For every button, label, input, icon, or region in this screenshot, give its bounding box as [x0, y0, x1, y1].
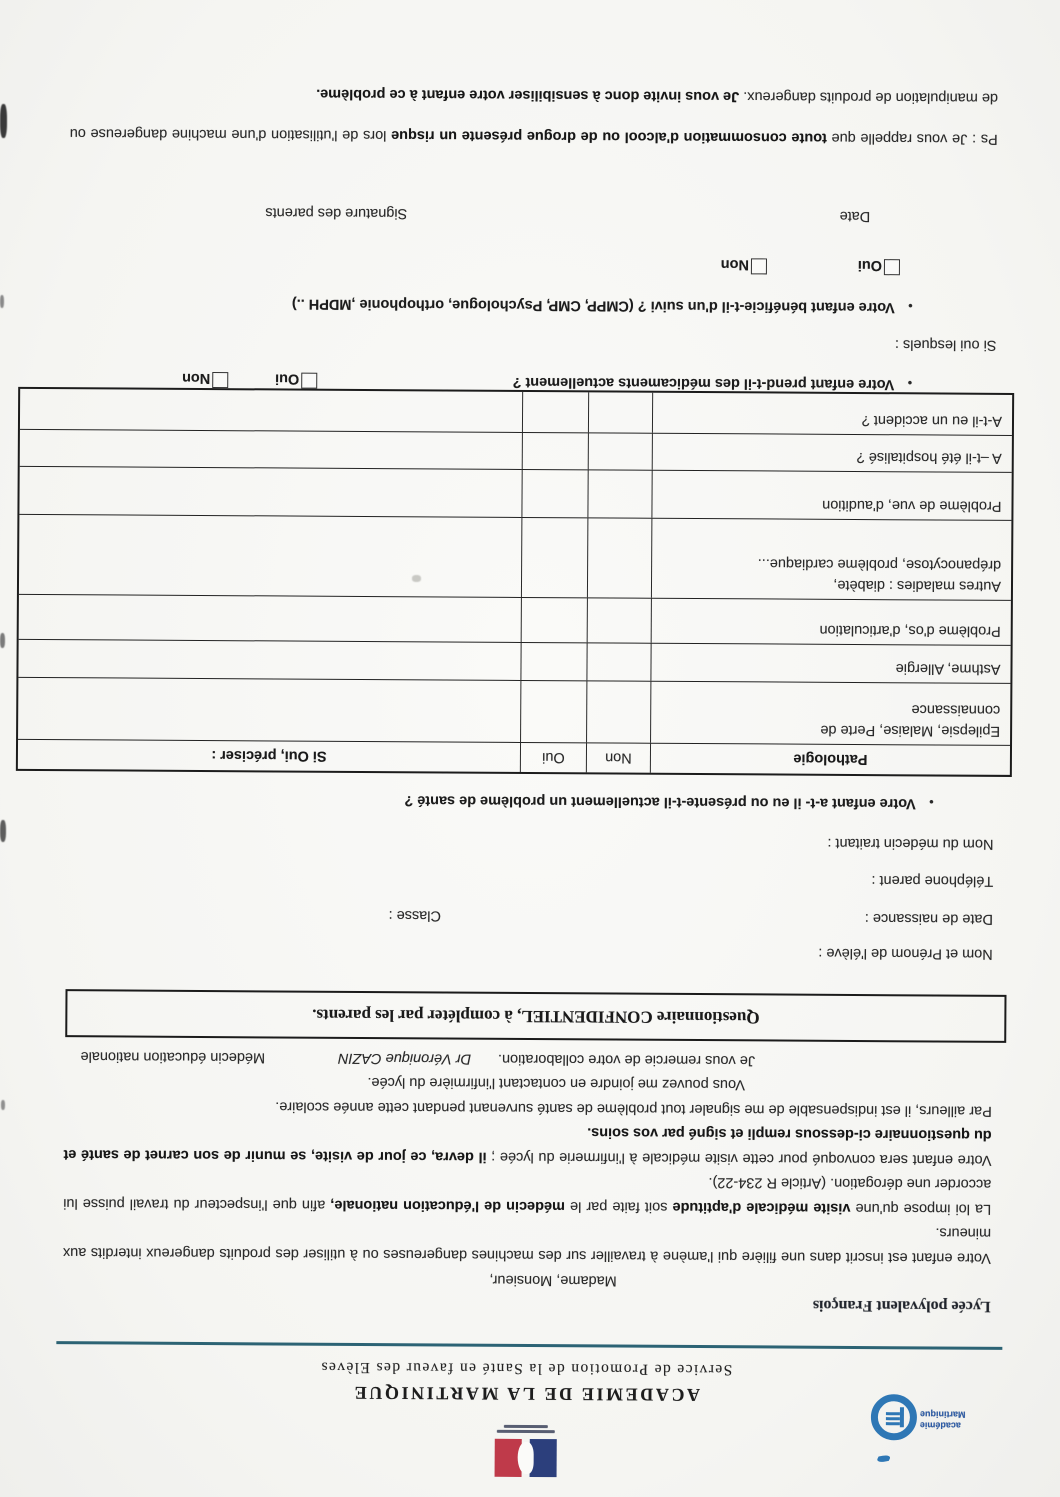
which-medication-label: Si oui lesquels :: [894, 336, 997, 353]
cell-preciser: [19, 594, 521, 642]
header-rule: [56, 1341, 1002, 1350]
followup-question: Votre enfant bénéficie-t-il d'un suivi ? (CMPP, CMP, Psychologue, orthophonie ,MDPH ..): [291, 295, 895, 316]
table-header-pathologie: Pathologie: [650, 743, 1010, 775]
class-label: Classe :: [388, 907, 442, 924]
followup-non-checkbox[interactable]: [751, 258, 767, 274]
marianne-silhouette: [518, 1442, 534, 1474]
student-name-label: Nom et Prénom de l'élève :: [818, 944, 993, 962]
followup-oui-checkbox[interactable]: [884, 259, 900, 275]
cell-oui: [521, 517, 587, 597]
cell-oui: [522, 392, 588, 432]
salutation: Madame, Monsieur,: [489, 1271, 617, 1289]
cell-non: [587, 597, 651, 642]
table-header-oui: Oui: [520, 742, 586, 772]
paragraph-law: La loi impose qu'une visite médicale d'aptitude soit faite par le médecin de l'éducation nationale, afin que l'inspecteur du travail puisse lui accorder une dérogation. (Article R 234-22).: [63, 1174, 992, 1217]
cell-oui: [521, 469, 587, 517]
cell-non: [586, 680, 650, 742]
row-label-accident: A-t-il eu un accident ?: [652, 393, 1012, 435]
academy-logo-line1: académie: [919, 1420, 961, 1431]
scan-spot: [412, 575, 421, 582]
row-label-os: Problème d'os, d'articulation: [651, 598, 1011, 645]
scan-edge-smudge: [1, 1100, 5, 1110]
doctor-name: Dr Véronique CAZIN: [338, 1049, 472, 1067]
cell-oui: [521, 597, 587, 642]
bullet-icon: •: [929, 794, 934, 810]
page-subtitle: Service de Promotion de la Santé en faveur des Elèves: [320, 1358, 733, 1379]
table-header-non: Non: [586, 742, 650, 772]
paragraph-signal: Par ailleurs, il est indispensable de me signaler tout problème de santé survenant pendant cette année scolaire.: [275, 1098, 992, 1119]
confidential-banner: Questionnaire CONFIDENTIEL, à compléter par les parents.: [65, 989, 1006, 1043]
medication-oui-option: Oui: [275, 370, 317, 388]
row-label-hospitalise: A –t-il été hospitalisé ?: [652, 433, 1012, 472]
pathology-table: [16, 387, 1014, 777]
cell-preciser: [20, 429, 522, 469]
scan-edge-smudge: [0, 633, 5, 648]
parent-phone-label: Téléphone parent :: [871, 872, 994, 889]
scan-edge-smudge: [0, 820, 6, 842]
cell-preciser: [19, 514, 521, 597]
academy-logo-text: [920, 1408, 980, 1430]
cell-non: [587, 469, 651, 517]
cell-non: [588, 432, 652, 469]
bullet-icon: •: [908, 298, 913, 314]
doctor-title: Médecin éducation nationale: [80, 1048, 266, 1066]
paragraph-intro: Votre enfant est inscrit dans une filière qui l'amène à travailler sur des machines dangereuses ou à utiliser des produits dangereux interdits aux mineurs.: [62, 1224, 992, 1266]
row-label-vue: Problème de vue, d'audition: [651, 470, 1011, 520]
ps-note: Ps : Je vous rappelle que toute consommation d'alcool ou de drogue présente un risque lors de l'utilisation d'une machine dangereuse ou de manipulation de produits dangereux. Je vous invite donc à sensibiliser votre enfant à ce problème.: [69, 85, 999, 147]
cell-oui: [522, 432, 588, 469]
medication-question: Votre enfant prend-t-il des médicaments actuellement ?: [512, 373, 895, 393]
family-doctor-label: Nom du médecin traitant :: [827, 834, 994, 852]
followup-oui-option: Oui: [858, 257, 900, 275]
cell-oui: [520, 680, 586, 742]
row-label-autres: Autres maladies : diabète, drépanocytose, problème cardiaque...: [651, 518, 1011, 600]
bullet-icon: •: [907, 375, 913, 391]
letter-body: [63, 1043, 992, 1270]
medication-non-checkbox[interactable]: [212, 372, 228, 388]
cell-preciser: [18, 639, 520, 680]
medication-non-option: Non: [182, 370, 228, 388]
republic-logo-caption: [491, 1423, 561, 1435]
academy-logo-line2: Martinique: [919, 1409, 966, 1420]
cell-preciser: [18, 677, 520, 742]
cell-non: [586, 642, 650, 680]
row-label-epilepsie: Epilepsie, Malaise, Perte de connaissance: [650, 681, 1010, 745]
health-problem-question: Votre enfant a-t- il eu ou présente-t-il actuellement un problème de santé ?: [404, 792, 916, 812]
medication-oui-checkbox[interactable]: [301, 373, 317, 389]
cell-non: [588, 392, 652, 432]
academy-bird-mark-icon: [875, 1454, 892, 1463]
cell-preciser: [20, 389, 522, 432]
scan-edge-smudge: [0, 104, 7, 138]
page-title: ACADEMIE DE LA MARTINIQUE: [352, 1382, 701, 1406]
table-header-preciser: Si Oui, préciser :: [18, 739, 520, 772]
birthdate-label: Date de naissance :: [864, 910, 994, 927]
cell-preciser: [19, 466, 521, 517]
signature-label: Signature des parents: [265, 204, 408, 222]
cell-non: [587, 517, 651, 597]
followup-non-option: Non: [721, 256, 767, 274]
date-label: Date: [839, 207, 871, 225]
french-republic-logo: [495, 1439, 557, 1477]
row-label-asthme: Asthme, Allergie: [650, 643, 1010, 683]
paragraph-contact: Vous pouvez me joindre en contactant l'infirmière du lycée.: [367, 1074, 745, 1093]
thanks-text: Je vous remercie de votre collaboration.: [497, 1050, 756, 1069]
scan-edge-smudge: [0, 295, 4, 308]
paragraph-visit: Votre enfant sera convoqué pour cette visite médicale à l'infirmerie du lycée ; il devra, ce jour de visite, se munir de son carnet de santé et du questionnaire ci-dessous rempli et signé par vos soins.: [63, 1124, 992, 1168]
cell-oui: [520, 642, 586, 680]
school-name: Lycée polyvalent François: [812, 1296, 991, 1315]
